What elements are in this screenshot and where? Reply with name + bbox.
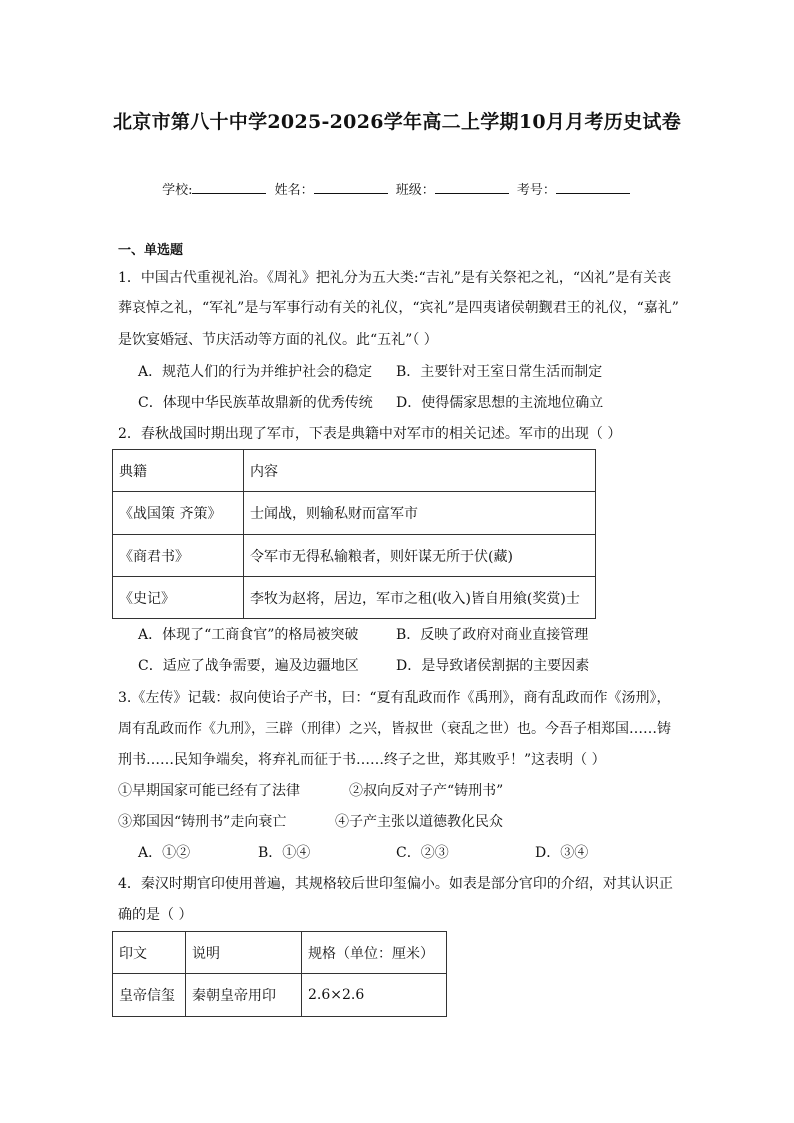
number-label: 考号：: [516, 183, 556, 198]
class-label: 班级：: [395, 183, 435, 198]
q1-option-d: D．使得儒家思想的主流地位确立: [396, 395, 604, 411]
table-header-row: [113, 450, 596, 492]
q1-option-b: B．主要针对王室日常生活而制定: [396, 364, 603, 380]
table-header-cell: 规格（单位：厘米）: [302, 932, 447, 974]
table-cell: 皇帝信玺: [113, 974, 186, 1017]
table-row: [113, 974, 447, 1017]
q1-option-c: C．体现中华民族革故鼎新的优秀传统: [138, 395, 373, 411]
table-cell: 《史记》: [113, 577, 244, 619]
q3-statement-2: ②叔向反对子产“铸刑书”: [349, 783, 504, 799]
q3-line-2: 周有乱政而作《九刑》，三辟（刑律）之兴，皆叔世（衰乱之世）也。今吾子相郑国……铸: [118, 721, 671, 737]
q4-table: [112, 931, 447, 1017]
name-blank[interactable]: [314, 179, 388, 194]
table-cell: 2.6×2.6: [302, 974, 447, 1017]
table-row: [113, 577, 596, 619]
q3-option-c: C．②③: [396, 845, 449, 861]
q2-option-b: B．反映了政府对商业直接管理: [396, 627, 589, 643]
q3-statement-1: ①早期国家可能已经有了法律: [118, 783, 300, 799]
q3-option-d: D．③④: [535, 845, 589, 861]
q3-line-1: 3.《左传》记载：叔向使诒子产书，曰：“夏有乱政而作《禹刑》，商有乱政而作《汤刑》，: [118, 690, 671, 706]
q1-line-3: 是饮宴婚冠、节庆活动等方面的礼仪。此“五礼”（ ）: [118, 332, 438, 348]
table-header-cell: 典籍: [113, 450, 244, 492]
school-label: 学校:: [162, 183, 193, 198]
table-header-row: [113, 932, 447, 974]
table-header-cell: 印文: [113, 932, 186, 974]
q1-option-a: A．规范人们的行为并维护社会的稳定: [138, 364, 373, 380]
q2-option-c: C．适应了战争需要，遍及边疆地区: [138, 658, 359, 674]
table-cell: 秦朝皇帝用印: [186, 974, 302, 1017]
table-cell: 士闻战，则输私财而富军市: [244, 492, 596, 535]
q3-statement-3: ③郑国因“铸刑书”走向衰亡: [118, 814, 287, 830]
class-field: [396, 179, 511, 201]
q2-option-d: D．是导致诸侯割据的主要因素: [396, 658, 590, 674]
student-info-row: [0, 179, 794, 201]
q3-option-a: A．①②: [138, 845, 191, 861]
number-blank[interactable]: [556, 179, 630, 194]
school-field: [162, 179, 268, 201]
school-blank[interactable]: [192, 179, 266, 194]
q4-line-1: 4．秦汉时期官印使用普遍，其规格较后世印玺偏小。如表是部分官印的介绍，对其认识正: [118, 876, 673, 892]
q1-line-1: 1．中国古代重视礼治。《周礼》把礼分为五大类:“吉礼”是有关祭祀之礼，“凶礼”是有关丧: [118, 270, 672, 286]
table-cell: 《商君书》: [113, 535, 244, 577]
exam-title: 北京市第八十中学2025-2026学年高二上学期10月月考历史试卷: [113, 111, 681, 133]
q2-line-1: 2．春秋战国时期出现了军市，下表是典籍中对军市的相关记述。军市的出现（ ）: [118, 426, 622, 442]
table-cell: 李牧为赵将，居边，军市之租(收入)皆自用飨(奖赏)士: [244, 577, 596, 619]
q1-line-2: 葬哀悼之礼，“军礼”是与军事行动有关的礼仪，“宾礼”是四夷诸侯朝觐君王的礼仪，“嘉礼”: [118, 300, 679, 316]
q3-option-b: B．①④: [258, 845, 311, 861]
table-row: [113, 492, 596, 535]
table-header-cell: 内容: [244, 450, 596, 492]
name-label: 姓名：: [274, 183, 314, 198]
table-header-cell: 说明: [186, 932, 302, 974]
q4-line-2: 确的是（ ）: [118, 907, 193, 923]
q2-option-a: A．体现了“工商食官”的格局被突破: [138, 627, 359, 643]
class-blank[interactable]: [435, 179, 509, 194]
number-field: [517, 179, 632, 201]
table-cell: 令军市无得私输粮者，则奸谋无所于伏(藏): [244, 535, 596, 577]
table-cell: 《战国策 齐策》: [113, 492, 244, 535]
q3-line-3: 刑书……民知争端矣，将弃礼而征于书……终子之世，郑其败乎！”这表明（ ）: [118, 752, 606, 768]
q2-table: [112, 449, 596, 619]
section-heading: 一、单选题: [118, 243, 184, 258]
name-field: [275, 179, 390, 201]
q3-statement-4: ④子产主张以道德教化民众: [335, 814, 503, 830]
table-row: [113, 535, 596, 577]
